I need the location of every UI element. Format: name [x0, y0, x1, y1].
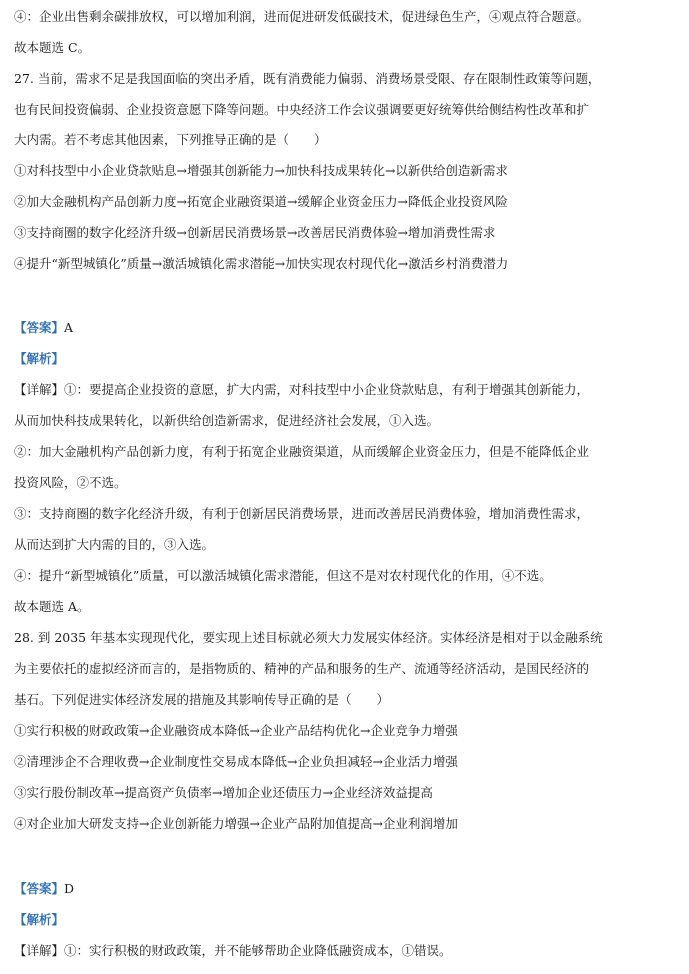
analysis-tag: 【解析】 [14, 351, 65, 366]
q27-answer-line [14, 319, 679, 337]
q28-stem-line: 28. 到 2035 年基本实现现代化，要实现上述目标就必须大力发展实体经济。实体经济是相对于以金融系统 [14, 630, 603, 645]
q28-detail-line [14, 942, 679, 960]
q27-detail-line: ④：提升“新型城镇化”质量，可以激活城镇化需求潜能，但这不是对农村现代化的作用，④不选。 [14, 568, 552, 583]
q28-statement-4: ④对企业加大研发支持→企业创新能力增强→企业产品附加值提高→企业利润增加 [14, 816, 458, 831]
text-line: ④：企业出售剩余碳排放权，可以增加利润，进而促进研发低碳技术，促进绿色生产，④观点符合题意。 [14, 9, 590, 24]
q28-stem-line: 基石。下列促进实体经济发展的措施及其影响传导正确的是（ ） [14, 692, 390, 707]
q27-stem-line: 也有民间投资偏弱、企业投资意愿下降等问题。中央经济工作会议强调要更好统筹供给侧结构性改革和扩 [14, 102, 590, 117]
q28-answer-line [14, 880, 679, 898]
q28-statement-3: ③实行股份制改革→提高资产负债率→增加企业还债压力→企业经济效益提高 [14, 785, 433, 800]
q27-statement-3: ③支持商圈的数字化经济升级→创新居民消费场景→改善居民消费体验→增加消费性需求 [14, 225, 496, 240]
q27-statement-1: ①对科技型中小企业贷款贴息→增强其创新能力→加快科技成果转化→以新供给创造新需求 [14, 163, 508, 178]
conclusion-line: 故本题选 C。 [14, 40, 91, 55]
q27-statement-2: ②加大金融机构产品创新力度→拓宽企业融资渠道→缓解企业资金压力→降低企业投资风险 [14, 194, 508, 209]
q27-detail-line: ③：支持商圈的数字化经济升级，有利于创新居民消费场景，进而改善居民消费体验，增加消费性需求， [14, 506, 590, 521]
q27-detail-line: 投资风险，②不选。 [14, 475, 127, 490]
detail-tag: 【详解】 [14, 382, 65, 397]
answer-tag: 【答案】 [14, 320, 65, 335]
q27-detail-line [14, 381, 679, 399]
q28-statement-1: ①实行积极的财政政策→企业融资成本降低→企业产品结构优化→企业竞争力增强 [14, 723, 458, 738]
q28-statement-2: ②清理涉企不合理收费→企业制度性交易成本降低→企业负担减轻→企业活力增强 [14, 754, 458, 769]
answer-value: A [64, 320, 74, 335]
q28-stem-line: 为主要依托的虚拟经济而言的，是指物质的、精神的产品和服务的生产、流通等经济活动，是国民经济的 [14, 661, 590, 676]
q28-analysis-tag [14, 911, 679, 929]
analysis-tag: 【解析】 [14, 912, 65, 927]
detail-text: ①：要提高企业投资的意愿，扩大内需，对科技型中小企业贷款贴息，有利于增强其创新能力， [64, 382, 590, 397]
q27-detail-line: 从而达到扩大内需的目的，③入选。 [14, 537, 215, 552]
detail-tag: 【详解】 [14, 943, 65, 958]
q27-conclusion: 故本题选 A。 [14, 599, 90, 614]
q27-detail-line: 从而加快科技成果转化，以新供给创造新需求，促进经济社会发展，①入选。 [14, 413, 440, 428]
q27-stem-line: 27. 当前，需求不足是我国面临的突出矛盾，既有消费能力偏弱、消费场景受限、存在限制性政策等问题， [14, 71, 601, 86]
answer-value: D [64, 881, 75, 896]
q27-statement-4: ④提升“新型城镇化”质量→激活城镇化需求潜能→加快实现农村现代化→激活乡村消费潜力 [14, 256, 509, 271]
q27-stem-line: 大内需。若不考虑其他因素，下列推导正确的是（ ） [14, 132, 327, 147]
q27-analysis-tag [14, 350, 679, 368]
answer-tag: 【答案】 [14, 881, 65, 896]
detail-text: ①：实行积极的财政政策，并不能够帮助企业降低融资成本，①错误。 [64, 943, 452, 958]
q27-detail-line: ②：加大金融机构产品创新力度，有利于拓宽企业融资渠道，从而缓解企业资金压力，但是不能降低企业 [14, 444, 590, 459]
